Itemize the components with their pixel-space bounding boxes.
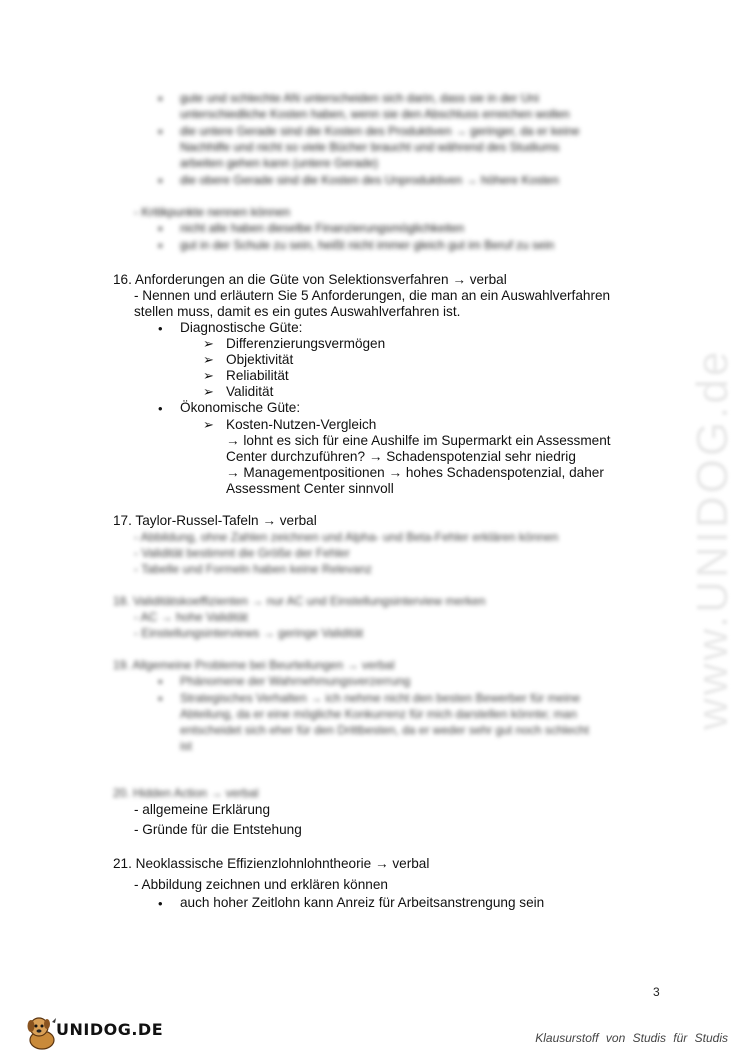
blurred-text: Strategisches Verhalten → ich nehme nicht den besten Bewerber für meine [180, 691, 581, 705]
bullet-icon: • [158, 896, 163, 911]
section-16-text: - Nennen und erläutern Sie 5 Anforderungen, die man an ein Auswahlverfahren [134, 288, 611, 303]
criterion-item: Kosten-Nutzen-Vergleich [226, 417, 377, 432]
blurred-text: arbeiten gehen kann (untere Gerade) [180, 156, 379, 170]
unidog-logo [22, 1012, 164, 1052]
blurred-text: ist [180, 739, 192, 753]
logo-text: UNIDOG.DE [56, 1020, 164, 1039]
blurred-text: die obere Gerade sind die Kosten des Unproduktiven → höhere Kosten [180, 173, 559, 187]
blurred-text: - Tabelle und Formeln haben keine Relevanz [134, 562, 372, 576]
page-number: 3 [653, 985, 660, 999]
blurred-text: Phänomene der Wahrnehmungsverzerrung [180, 674, 411, 688]
section-16-text: stellen muss, damit es ein gutes Auswahlverfahren ist. [134, 304, 461, 319]
section-21-text: - Abbildung zeichnen und erklären können [134, 877, 388, 892]
blurred-text: Nachhilfe und nicht so viele Bücher braucht und während des Studiums [180, 140, 560, 154]
blurred-text: - AC → hohe Validität [134, 610, 248, 624]
footer-slogan: Klausurstoff von Studis für Studis [535, 1031, 728, 1045]
blurred-text: unterschiedliche Kosten haben, wenn sie den Abschluss erreichen wollen [180, 107, 570, 121]
blurred-text: 20. Hidden Action → verbal [113, 786, 259, 800]
blurred-text: - Kritikpunkte nennen können [134, 205, 291, 219]
arrow-bullet-icon: ➢ [203, 352, 214, 367]
section-17-heading: 17. Taylor-Russel-Tafeln → verbal [113, 513, 317, 528]
watermark: www.UNIDOG.de [688, 348, 737, 730]
criterion-item: Reliabilität [226, 368, 289, 383]
bullet-icon: • [158, 238, 163, 253]
criterion-text: → Managementpositionen → hohes Schadenspotenzial, daher [226, 465, 604, 480]
arrow-bullet-icon: ➢ [203, 336, 214, 351]
arrow-bullet-icon: ➢ [203, 384, 214, 399]
section-20-text: - Gründe für die Entstehung [134, 822, 302, 837]
bullet-icon: • [158, 674, 163, 689]
criterion-item: Validität [226, 384, 274, 399]
bullet-icon: • [158, 173, 163, 188]
diagnostic-quality-label: Diagnostische Güte: [180, 320, 303, 335]
bullet-icon: • [158, 321, 163, 336]
blurred-text: die untere Gerade sind die Kosten des Produktiven → geringer, da er keine [180, 124, 580, 138]
blurred-text: nicht alle haben dieselbe Finanzierungsmöglichkeiten [180, 221, 465, 235]
arrow-bullet-icon: ➢ [203, 368, 214, 383]
criterion-item: Objektivität [226, 352, 294, 367]
blurred-text: entscheidet sich eher für den Drittbesten, da er weder sehr gut noch schlecht [180, 723, 589, 737]
blurred-text: - Einstellungsinterviews → geringe Validität [134, 626, 364, 640]
bullet-icon: • [158, 691, 163, 706]
arrow-bullet-icon: ➢ [203, 417, 214, 432]
criterion-text: Center durchzuführen? → Schadenspotenzial sehr niedrig [226, 449, 576, 464]
blurred-text: gut in der Schule zu sein, heißt nicht immer gleich gut im Beruf zu sein [180, 238, 555, 252]
blurred-text: Abteilung, da er eine mögliche Konkurrenz für mich darstellen könnte; man [180, 707, 577, 721]
section-16-heading: 16. Anforderungen an die Güte von Selektionsverfahren → verbal [113, 272, 507, 287]
bullet-icon: • [158, 401, 163, 416]
blurred-text: 18. Validitätskoeffizienten → nur AC und Einstellungsinterview merken [113, 594, 486, 608]
blurred-text: gute und schlechte AN unterscheiden sich darin, dass sie in der Uni [180, 91, 539, 105]
section-20-text: - allgemeine Erklärung [134, 802, 271, 817]
criterion-text: Assessment Center sinnvoll [226, 481, 394, 496]
bullet-icon: • [158, 124, 163, 139]
blurred-text: 19. Allgemeine Probleme bei Beurteilungen → verbal [113, 658, 395, 672]
criterion-text: → lohnt es sich für eine Aushilfe im Supermarkt ein Assessment [226, 433, 611, 448]
section-21-heading: 21. Neoklassische Effizienzlohnlohntheorie → verbal [113, 856, 430, 871]
blurred-text: - Abbildung, ohne Zahlen zeichnen und Alpha- und Beta-Fehler erklären können [134, 530, 559, 544]
bullet-icon: • [158, 221, 163, 236]
criterion-item: Differenzierungsvermögen [226, 336, 386, 351]
section-21-bullet: auch hoher Zeitlohn kann Anreiz für Arbeitsanstrengung sein [180, 895, 545, 910]
bullet-icon: • [158, 91, 163, 106]
blurred-text: - Validität bestimmt die Größe der Fehler [134, 546, 350, 560]
economic-quality-label: Ökonomische Güte: [180, 400, 301, 415]
